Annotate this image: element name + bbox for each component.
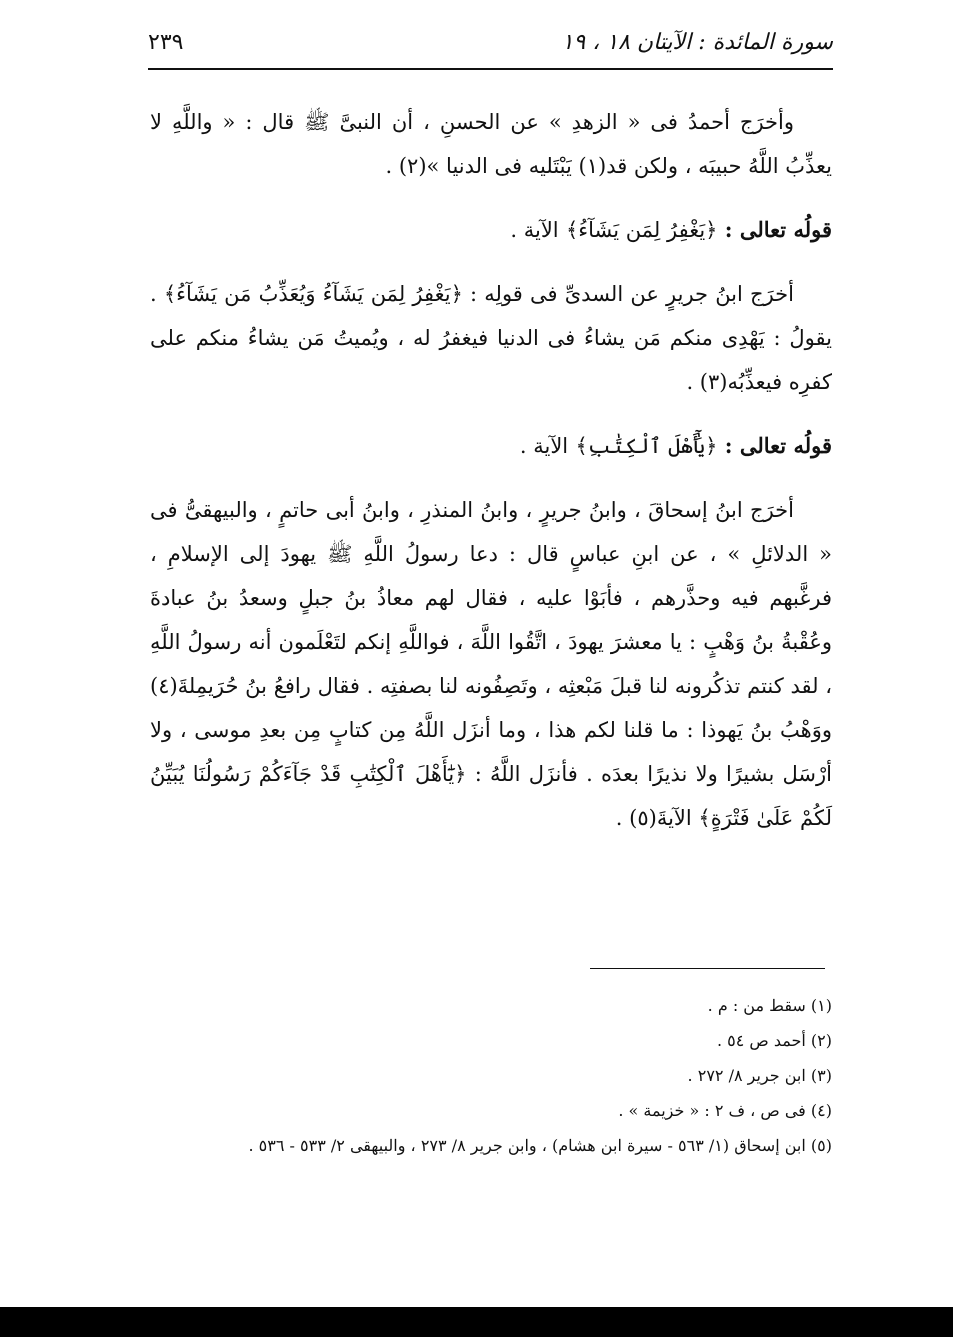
paragraph-3 (150, 488, 832, 840)
heading-2 (150, 424, 832, 468)
paragraph-1-text: وأخرَج أحمدُ فى « الزهدِ » عن الحسنِ ، أن النبىَّ ﷺ قال : « واللَّهِ لا يعذِّبُ اللَّهُ حبيبَه ، ولكن قد(١) يَبْتَليه فى الدنيا »(٢) . (150, 110, 832, 178)
paragraph-1 (150, 100, 832, 188)
heading-1-verse: ﴿يَغْفِرُ لِمَن يَشَآءُ﴾ (565, 218, 718, 242)
footnote-rule (590, 968, 825, 969)
running-title: سورة المائدة : الآيتان ١٨ ، ١٩ (561, 30, 833, 55)
footnote-1: (١) سقط من : م . (707, 996, 832, 1015)
paragraph-2-text: أخرَج ابنُ جريرٍ عن السدىِّ فى قولِه : ﴿يَغْفِرُ لِمَن يَشَآءُ وَيُعَذِّبُ مَن يَشَآءُ﴾ . يقولُ : يَهْدِى منكم مَن يشاءُ فى الدنيا فيغفرُ له ، ويُميتُ مَن يشاءُ منكم على كفرِه فيعذِّبُه(٣) . (150, 282, 832, 394)
heading-2-suffix: الآية . (519, 434, 569, 458)
page-header (148, 22, 833, 68)
scan-bottom-edge (0, 1307, 953, 1337)
footnote-4: (٤) فى ص ، ف ٢ : « خزيمة » . (618, 1101, 832, 1120)
heading-1 (150, 208, 832, 252)
heading-2-label: قولُه تعالى : (724, 433, 832, 458)
footnote-5: (٥) ابن إسحاق (١/ ٥٦٣ - سيرة ابن هشام) ، وابن جرير ٨/ ٢٧٣ ، والبيهقى ٢/ ٥٣٣ - ٥٣٦ . (248, 1136, 832, 1155)
heading-1-suffix: الآية . (510, 218, 559, 242)
main-text (150, 100, 832, 860)
heading-2-verse: ﴿يَٰٓأَهْلَ ٱلْكِتَٰبِ﴾ (575, 434, 718, 458)
footnotes (150, 988, 832, 1163)
footnote-2: (٢) أحمد ص ٥٤ . (716, 1031, 832, 1050)
footnote-3: (٣) ابن جرير ٨/ ٢٧٢ . (687, 1066, 832, 1085)
paragraph-2 (150, 272, 832, 404)
page-number: ٢٣٩ (148, 30, 184, 55)
heading-1-label: قولُه تعالى : (724, 217, 832, 242)
header-rule (148, 68, 833, 70)
paragraph-3-text: أخرَج ابنُ إسحاقَ ، وابنُ جريرٍ ، وابنُ المنذرِ ، وابنُ أبى حاتمٍ ، والبيهقىُّ فى « الدلائلِ » ، عن ابنِ عباسٍ قال : دعا رسولُ اللَّهِ ﷺ يهودَ إلى الإسلامِ ، فرغَّبهم فيه وحذَّرهم ، فأبَوْا عليه ، فقال لهم معاذُ بنُ جبلٍ وسعدُ بنُ عبادةَ وعُقْبةُ بنُ وَهْبٍ : يا معشرَ يهودَ ، اتَّقُوا اللَّهَ ، فواللَّهِ إنكم لتَعْلَمون أنه رسولُ اللَّهِ ، لقد كنتم تذكُرونه لنا قبلَ مَبْعثِه ، وتَصِفُونه لنا بصفتِه . فقال رافعُ بنُ حُرَيمِلةَ(٤) ووَهْبُ بنُ يَهوذا : ما قلنا لكم هذا ، وما أنزَل اللَّهُ مِن كتابٍ مِن بعدِ موسى ، ولا أرْسَل بشيرًا ولا نذيرًا بعدَه . فأنزَل اللَّهُ : ﴿يَٰٓأَهْلَ ٱلْكِتَٰبِ قَدْ جَآءَكُمْ رَسُولُنَا يُبَيِّنُ لَكُمْ عَلَىٰ فَتْرَةٍ﴾ الآيةَ(٥) . (150, 498, 832, 830)
